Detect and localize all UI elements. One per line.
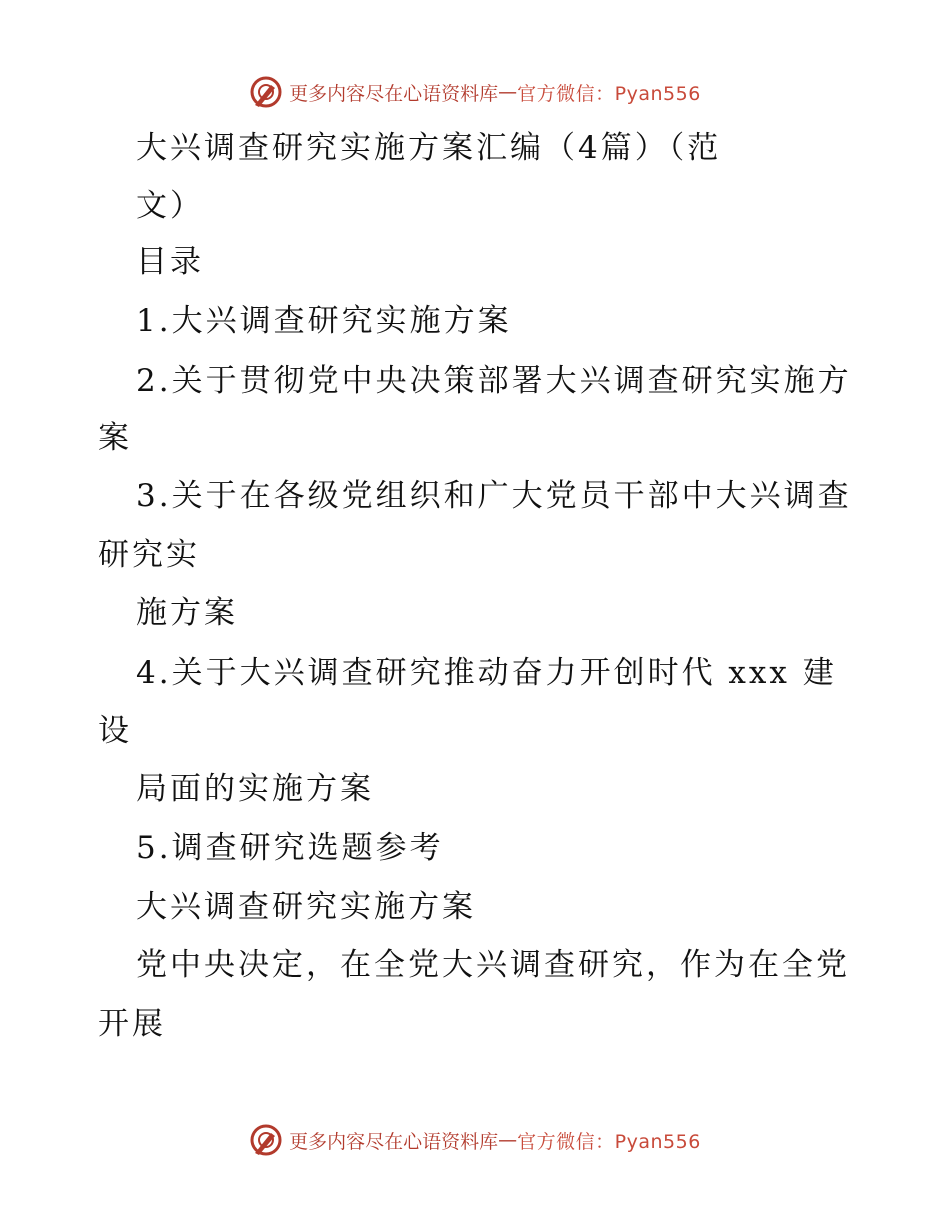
toc-item-4-cont-2: 局面的实施方案 [136,771,374,807]
pen-logo-icon [249,75,283,109]
toc-item-3-cont-2: 施方案 [136,595,238,631]
watermark-banner-top [0,72,950,112]
toc-item-2-cont: 案 [98,420,132,456]
watermark-wechat-text: 官方微信：Pyan556 [517,82,701,105]
doc-title-line-1: 大兴调查研究实施方案汇编（4篇）（范 [136,130,722,166]
body-paragraph-line-2: 开展 [98,1006,166,1042]
toc-item-2: 2.关于贯彻党中央决策部署大兴调查研究实施方 [136,363,852,399]
watermark-separator: — [498,81,518,103]
watermark-banner-bottom [0,1120,950,1160]
pen-logo-icon [249,1123,283,1157]
toc-item-1: 1.大兴调查研究实施方案 [136,303,512,339]
watermark-main-text: 更多内容尽在心语资料库 [289,82,499,105]
toc-item-5: 5.调查研究选题参考 [136,830,444,866]
watermark-main-text: 更多内容尽在心语资料库 [289,1130,499,1153]
toc-item-3-cont-1: 研究实 [98,537,200,573]
toc-heading: 目录 [136,244,204,280]
toc-item-4-cont-1: 设 [98,713,132,749]
toc-item-3: 3.关于在各级党组织和广大党员干部中大兴调查 [136,478,852,514]
watermark-wechat-text: 官方微信：Pyan556 [517,1130,701,1153]
body-paragraph-line-1: 党中央决定，在全党大兴调查研究，作为在全党 [136,947,850,983]
toc-item-4: 4.关于大兴调查研究推动奋力开创时代 xxx 建 [136,655,837,691]
section-heading: 大兴调查研究实施方案 [136,889,476,925]
doc-title-line-2: 文） [136,188,204,224]
watermark-separator: — [498,1129,518,1151]
